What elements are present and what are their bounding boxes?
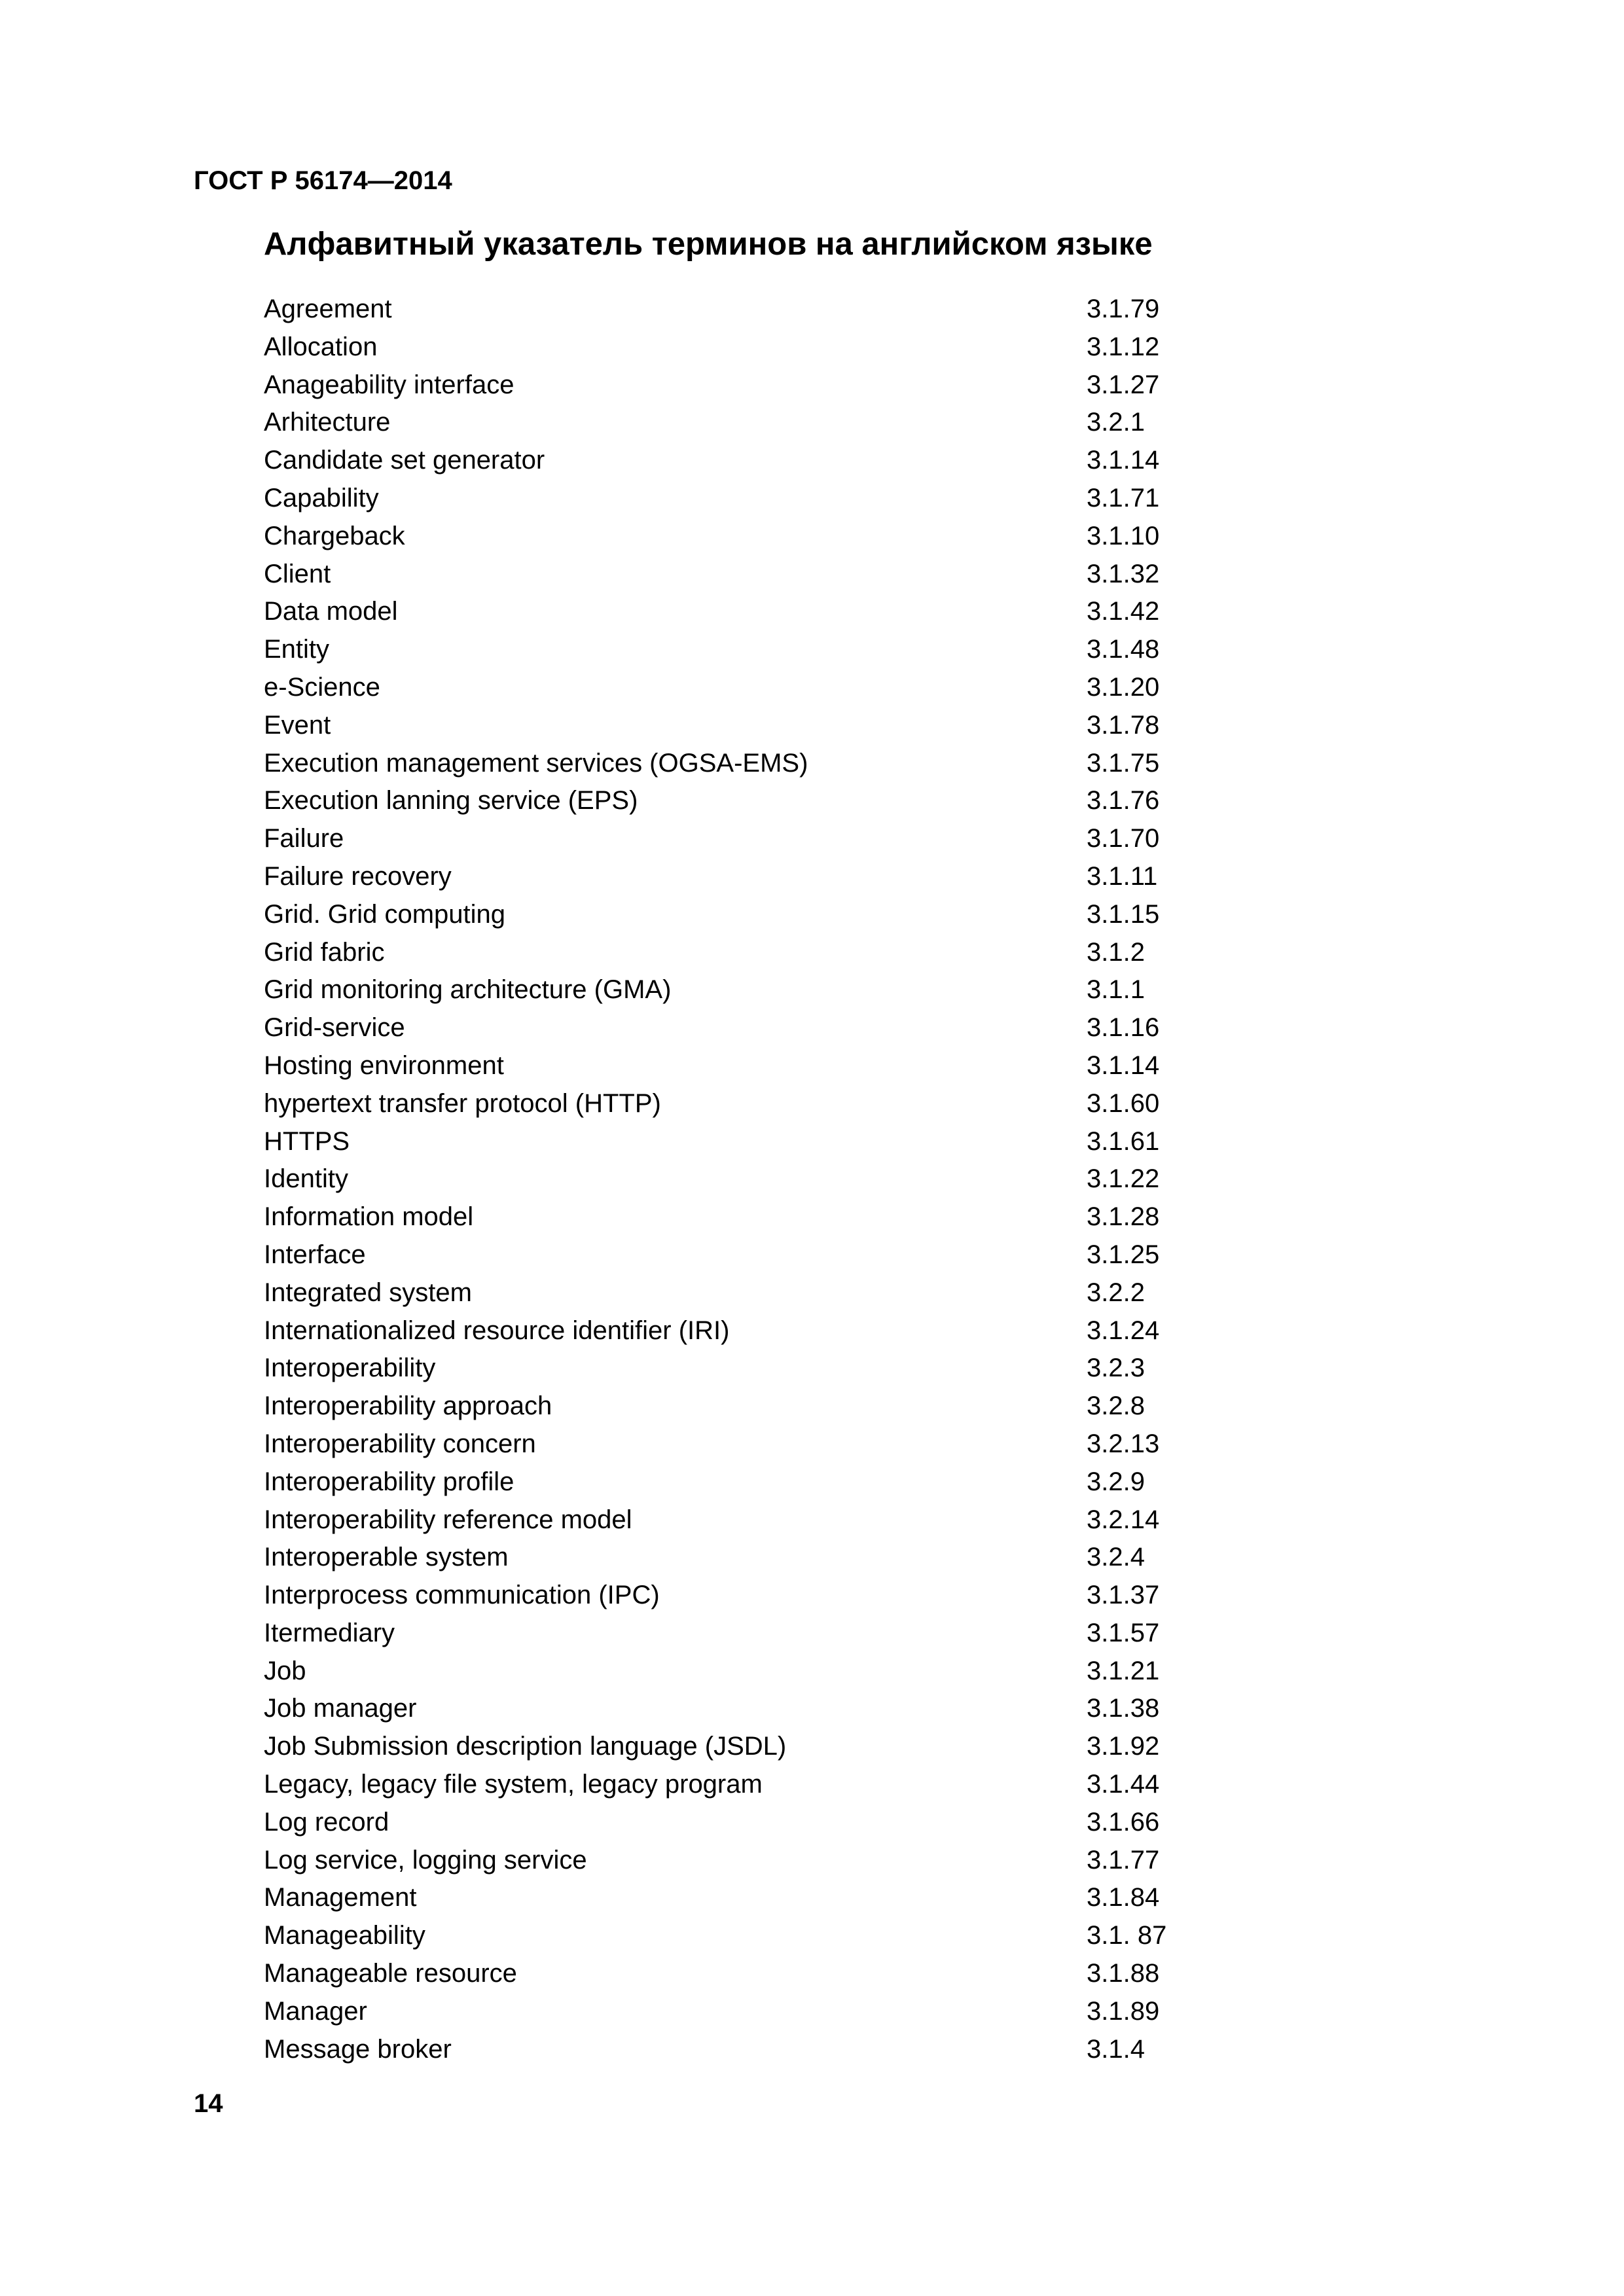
index-entry — [264, 556, 1180, 594]
index-entry-term: Management — [264, 1883, 417, 1912]
index-entry-term: Grid fabric — [264, 937, 385, 967]
index-entry-reference: 3.2.9 — [1087, 1467, 1145, 1496]
index-entry — [264, 1426, 1180, 1463]
index-entry — [264, 1123, 1180, 1161]
index-entry-term: Capability — [264, 483, 379, 512]
index-entry-reference: 3.1.25 — [1087, 1240, 1160, 1269]
index-entry — [264, 593, 1180, 631]
index-entry-term: Log record — [264, 1807, 389, 1837]
index-entry-reference: 3.1.2 — [1087, 937, 1145, 967]
index-entry-reference: 3.1.4 — [1087, 2034, 1145, 2064]
index-entry-reference: 3.1.24 — [1087, 1316, 1160, 1345]
index-entry-reference: 3.1. 87 — [1087, 1921, 1167, 1950]
index-entry-term: Arhitecture — [264, 408, 391, 437]
index-entry-reference: 3.1.70 — [1087, 824, 1160, 853]
index-entry — [264, 707, 1180, 745]
index-entry-reference: 3.2.4 — [1087, 1543, 1145, 1572]
index-entry-reference: 3.1.32 — [1087, 559, 1160, 588]
index-entry-term: Interoperability profile — [264, 1467, 514, 1496]
index-entry-term: Data model — [264, 597, 398, 626]
index-entry-term: Grid monitoring architecture (GMA) — [264, 975, 672, 1005]
index-entry-term: Allocation — [264, 332, 378, 361]
index-entry — [264, 631, 1180, 669]
index-entry-reference: 3.1.20 — [1087, 672, 1160, 702]
index-entry-reference: 3.1.79 — [1087, 295, 1160, 323]
index-entry — [264, 896, 1180, 934]
index-entry-reference: 3.1.71 — [1087, 483, 1160, 512]
index-entry — [264, 404, 1180, 442]
index-entry — [264, 442, 1180, 480]
index-entry-reference: 3.1.76 — [1087, 786, 1160, 816]
index-entry-reference: 3.1.89 — [1087, 1996, 1160, 2026]
index-entry-term: Identity — [264, 1164, 348, 1194]
index-entry-reference: 3.2.8 — [1087, 1391, 1145, 1421]
index-entry — [264, 1160, 1180, 1198]
index-entry-term: Job manager — [264, 1694, 417, 1723]
page-number: 14 — [194, 2089, 223, 2118]
index-entry — [264, 1009, 1180, 1047]
index-entry-reference: 3.1.16 — [1087, 1013, 1160, 1043]
index-entry-reference: 3.1.37 — [1087, 1581, 1160, 1610]
index-entry-reference: 3.1.60 — [1087, 1088, 1160, 1118]
index-entry-reference: 3.1.77 — [1087, 1845, 1160, 1874]
index-entry-term: Chargeback — [264, 521, 405, 550]
index-entry-term: e-Science — [264, 672, 380, 702]
index-entry-reference: 3.1.38 — [1087, 1694, 1160, 1723]
index-entry-reference: 3.1.22 — [1087, 1164, 1160, 1194]
index-entry-reference: 3.1.14 — [1087, 1050, 1160, 1080]
index-entry — [264, 2031, 1180, 2069]
index-entry-term: Interoperability — [264, 1354, 436, 1383]
index-entry-term: Manager — [264, 1996, 367, 2026]
index-entry-reference: 3.1.15 — [1087, 899, 1160, 929]
index-entry — [264, 1804, 1180, 1842]
index-entry-term: Interoperability reference model — [264, 1505, 632, 1534]
index-entry-term: Manageability — [264, 1921, 425, 1950]
index-entry — [264, 1350, 1180, 1388]
index-entry — [264, 1577, 1180, 1615]
index-entry-term: Execution lanning service (EPS) — [264, 786, 638, 816]
index-entry — [264, 1615, 1180, 1653]
index-entry-term: Message broker — [264, 2034, 452, 2064]
index-entry — [264, 1274, 1180, 1312]
index-entry-term: Anageability interface — [264, 370, 514, 399]
index-entry-reference: 3.1.11 — [1087, 861, 1158, 891]
index-entry — [264, 934, 1180, 972]
index-entry-term: Internationalized resource identifier (IRI) — [264, 1316, 730, 1345]
index-title: Алфавитный указатель терминов на английском языке — [264, 226, 1153, 262]
index-entry — [264, 1236, 1180, 1274]
index-entry — [264, 1993, 1180, 2031]
index-entry-reference: 3.2.2 — [1087, 1278, 1145, 1307]
index-entry-reference: 3.2.3 — [1087, 1354, 1145, 1383]
index-entry-term: Entity — [264, 635, 330, 664]
index-entry-term: Hosting environment — [264, 1050, 504, 1080]
index-entry-term: Execution management services (OGSA-EMS) — [264, 748, 808, 778]
index-entry-reference: 3.1.27 — [1087, 370, 1160, 399]
index-entry — [264, 1501, 1180, 1539]
index-entry-term: Interface — [264, 1240, 366, 1269]
index-entry-term: Failure — [264, 824, 344, 853]
index-entry — [264, 971, 1180, 1009]
index-entry-reference: 3.1.28 — [1087, 1202, 1160, 1232]
index-entry-reference: 3.1.57 — [1087, 1618, 1160, 1647]
index-entry — [264, 1539, 1180, 1577]
index-entry — [264, 1388, 1180, 1426]
index-entry — [264, 518, 1180, 556]
index-entry-reference: 3.1.88 — [1087, 1959, 1160, 1988]
index-entry-term: Interoperability approach — [264, 1391, 552, 1421]
index-entry-term: Candidate set generator — [264, 446, 545, 475]
index-entry — [264, 782, 1180, 820]
index-entry-term: Log service, logging service — [264, 1845, 587, 1874]
index-entry-reference: 3.1.21 — [1087, 1656, 1160, 1685]
index-entry — [264, 329, 1180, 367]
index-entry-term: Agreement — [264, 295, 392, 323]
index-entry-term: Client — [264, 559, 331, 588]
index-entry — [264, 367, 1180, 404]
index-entry-reference: 3.2.13 — [1087, 1429, 1160, 1458]
index-entry-reference: 3.2.14 — [1087, 1505, 1160, 1534]
index-entry-term: Job Submission description language (JSDL) — [264, 1732, 787, 1761]
document-code: ГОСТ Р 56174—2014 — [194, 166, 452, 195]
index-entry-term: Failure recovery — [264, 861, 452, 891]
index-entry-term: Event — [264, 710, 331, 740]
index-entry-term: Information model — [264, 1202, 474, 1232]
index-entry-reference: 3.1.78 — [1087, 710, 1160, 740]
index-entry — [264, 1879, 1180, 1917]
index-entry-term: Interoperable system — [264, 1543, 509, 1572]
index-entry — [264, 1312, 1180, 1350]
index-entry — [264, 669, 1180, 707]
index-entry-term: hypertext transfer protocol (HTTP) — [264, 1088, 661, 1118]
index-entry — [264, 1842, 1180, 1880]
index-entry-term: Legacy, legacy file system, legacy program — [264, 1770, 763, 1799]
index-entry-term: Interprocess communication (IPC) — [264, 1581, 660, 1610]
index-entry — [264, 1917, 1180, 1955]
index-entry — [264, 291, 1180, 329]
index-entry-reference: 3.1.84 — [1087, 1883, 1160, 1912]
index-entry-reference: 3.1.12 — [1087, 332, 1160, 361]
index-entry-reference: 3.1.10 — [1087, 521, 1160, 550]
index-entry — [264, 858, 1180, 896]
index-entry — [264, 820, 1180, 858]
index-entry-reference: 3.1.61 — [1087, 1126, 1160, 1156]
index-entry — [264, 1690, 1180, 1728]
index-entry-term: Interoperability concern — [264, 1429, 536, 1458]
index-entry — [264, 1766, 1180, 1804]
index-entry-reference: 3.1.48 — [1087, 635, 1160, 664]
index-entry-term: Grid-service — [264, 1013, 405, 1043]
index-entry-reference: 3.1.75 — [1087, 748, 1160, 778]
index-entry-reference: 3.1.42 — [1087, 597, 1160, 626]
index-entry-term: Job — [264, 1656, 306, 1685]
index-entry-reference: 3.1.44 — [1087, 1770, 1160, 1799]
index-entry-reference: 3.1.66 — [1087, 1807, 1160, 1837]
index-entry-reference: 3.1.1 — [1087, 975, 1145, 1005]
index-entry — [264, 1653, 1180, 1691]
index-entry-term: Manageable resource — [264, 1959, 517, 1988]
index-entry — [264, 1728, 1180, 1766]
index-entry — [264, 1463, 1180, 1501]
index-entry — [264, 1047, 1180, 1085]
index-entry-term: Itermediary — [264, 1618, 395, 1647]
index-entry-reference: 3.1.14 — [1087, 446, 1160, 475]
index-entry — [264, 1085, 1180, 1123]
index-entry — [264, 1198, 1180, 1236]
index-entry-reference: 3.1.92 — [1087, 1732, 1160, 1761]
index-entry — [264, 480, 1180, 518]
index-entry-reference: 3.2.1 — [1087, 408, 1145, 437]
index-entry — [264, 1955, 1180, 1993]
term-index-list — [264, 291, 1180, 2068]
index-entry — [264, 745, 1180, 783]
index-entry-term: Grid. Grid computing — [264, 899, 506, 929]
index-entry-term: Integrated system — [264, 1278, 472, 1307]
index-entry-term: HTTPS — [264, 1126, 350, 1156]
